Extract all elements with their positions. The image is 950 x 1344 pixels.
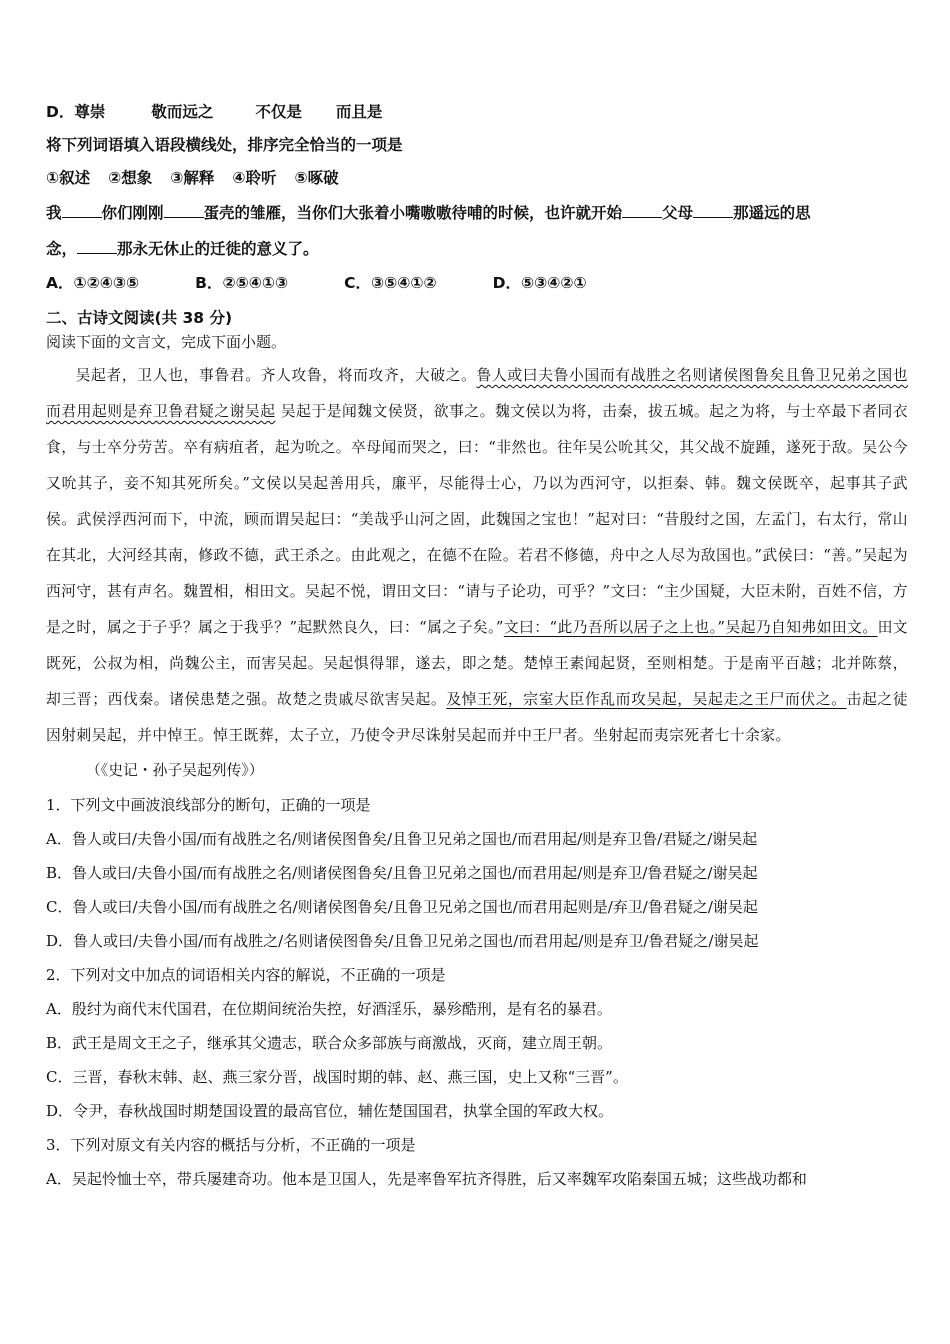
choice-item: ③解释 [170,169,215,187]
fill-sentence [46,195,908,231]
section-title: 二、古诗文阅读(共 38 分) [46,309,233,327]
choice-item: ②想象 [108,169,153,187]
answer-letter: B． [195,274,223,292]
passage-text: 击起之徒因射刺吴起，并中悼王。悼王既葬，太子立，乃使令尹尽诛射吴起而并中王尸者。坐射起而夷宗死者七十余家。 [46,691,909,744]
answer-text: ①②④③⑤ [73,274,140,292]
option-word: 而且是 [335,103,383,121]
blank-line [622,203,662,218]
answer-text: ②⑤④①③ [222,274,289,292]
option-word: 敬而远之 [151,103,214,121]
choice-item: ①叙述 [46,169,91,187]
section-intro: 阅读下面的文言文，完成下面小题。 [46,333,287,351]
question-3-option: A．吴起怜恤士卒，带兵屡建奇功。他本是卫国人，先是率鲁军抗齐得胜，后又率魏军攻陷秦国五城；这些战功都和 [46,1170,807,1188]
question-2-option: C．三晋，春秋末韩、赵、燕三家分晋，战国时期的韩、赵、燕三国，史上又称“三晋”。 [46,1068,628,1086]
answer-letter: C． [344,274,371,292]
blank-line [164,203,204,218]
choice-item: ⑤啄破 [294,169,339,187]
question-2-option: A．殷纣为商代末代国君，在位期间统治失控，好酒淫乐，暴殄酷刑，是有名的暴君。 [46,1000,612,1018]
blank-line [62,203,102,218]
sentence-part: 我 [46,204,62,222]
passage-text: 吴起于是闻魏文侯贤，欲事之。魏文侯以为将，击秦，拔五城。起之为将，与士卒最下者同衣食，与士卒分劳苦。卒有病疽者，起为吮之。卒母闻而哭之，曰：“非然也。往年吴公吮其父，其父战不旋踵，遂死于敌。吴公今又吮其子，妾不知其死所矣。”文侯以吴起善用兵，廉平，尽能得士心，乃以为西河守，以拒秦、韩。魏文侯既卒，起事其子武侯。武侯浮西河而下，中流，顾而谓吴起曰：“美哉乎山河之固，此魏国之宝也！”起对曰：“昔殷纣之国，左孟门，右太行，常山在其北，大河经其南，修政不德，武王杀之。由此观之，在德不在险。若君不修德，舟中之人尽为敌国也。”武侯曰：“善。”吴起为西河守，甚有声名。魏置相，相田文。吴起不悦，谓田文曰：“请与子论功，可乎？”文曰：“主少国疑，大臣未附，百姓不信，方是之时，属之于子乎？属之于我乎？”起默然良久，曰：“属之子矣。” [46,403,908,636]
question-1-option: D．鲁人或曰/夫鲁小国/而有战胜之/名则诸侯图鲁矣/且鲁卫兄弟之国也/而君用起/则是弃卫/鲁君疑之/谢吴起 [46,932,759,950]
sentence-part: 父母 [662,204,694,222]
question-2-option: D．令尹，春秋战国时期楚国设置的最高官位，辅佐楚国国君，执掌全国的军政大权。 [46,1102,614,1120]
question-2-option: B．武王是周文王之子，继承其父遗志，联合众多部族与商激战，灭商，建立周王朝。 [46,1034,613,1052]
question-3-stem: 3．下列对原文有关内容的概括与分析，不正确的一项是 [46,1136,416,1154]
sentence-part: 那遥远的思 [733,204,811,222]
option-word: 尊崇 [74,103,106,121]
document-page [46,96,908,1196]
question-1-stem: 1．下列文中画波浪线部分的断句，正确的一项是 [46,796,371,814]
answer-letter: A． [46,274,74,292]
blank-line [77,239,117,254]
question-instruction: 将下列词语填入语段横线处，排序完全恰当的一项是 [46,136,403,154]
answer-options [46,267,908,300]
choice-item: ④聆听 [232,169,277,187]
passage-source: （《史记・孙子吴起列传》） [86,762,264,779]
wavy-underlined-text: 鲁人或曰夫鲁小国而有战胜之名则诸侯图鲁矣且鲁卫兄弟之国也而君用起则是弃卫鲁君疑之谢吴起 [46,367,909,420]
word-choices [46,162,908,195]
option-letter: D． [46,103,75,121]
passage-text: 吴起者，卫人也，事鲁君。齐人攻鲁，将而攻齐，大破之。 [75,367,477,384]
sentence-part: 那永无休止的迁徙的意义了。 [117,240,319,258]
question-2-stem: 2．下列对文中加点的词语相关内容的解说，不正确的一项是 [46,966,446,984]
question-1-option: C．鲁人或曰/夫鲁小国/而有战胜之名/则诸侯图鲁矣/且鲁卫兄弟之国也/而君用起则是/弃卫/鲁君疑之/谢吴起 [46,898,758,916]
underlined-text: 及悼王死，宗室大臣作乱而攻吴起，吴起走之王尸而伏之。 [446,691,847,708]
question-1-option: B．鲁人或曰/夫鲁小国/而有战胜之名/则诸侯图鲁矣/且鲁卫兄弟之国也/而君用起/则是弃卫/鲁君疑之/谢吴起 [46,864,758,882]
classical-passage [46,358,908,754]
answer-letter: D． [492,274,521,292]
sentence-part: 蛋壳的雏雁，当你们大张着小嘴嗷嗷待哺的时候，也许就开始 [203,204,623,222]
question-1-option: A．鲁人或曰/夫鲁小国/而有战胜之名/则诸侯图鲁矣/且鲁卫兄弟之国也/而君用起/则是弃卫鲁/君疑之/谢吴起 [46,830,758,848]
option-d-row [46,96,908,129]
answer-text: ③⑤④①② [370,274,437,292]
fill-sentence-cont [46,231,908,267]
underlined-text: 文曰：“此乃吾所以居子之上也。”吴起乃自知弗如田文。 [503,619,878,636]
sentence-part: 念， [46,240,78,258]
sentence-part: 你们刚刚 [101,204,164,222]
passage-text: 田文既死，公叔为相，尚魏公主，而害吴起。吴起惧得罪，遂去，即之楚。楚悼王素闻起贤，至则相楚。于是南平百越；北并陈蔡，却三晋；西伐秦。诸侯患楚之强。故楚之贵戚尽欲害吴起。 [46,619,908,708]
option-word: 不仅是 [255,103,302,121]
blank-line [693,203,733,218]
answer-text: ⑤③④②① [520,274,587,292]
